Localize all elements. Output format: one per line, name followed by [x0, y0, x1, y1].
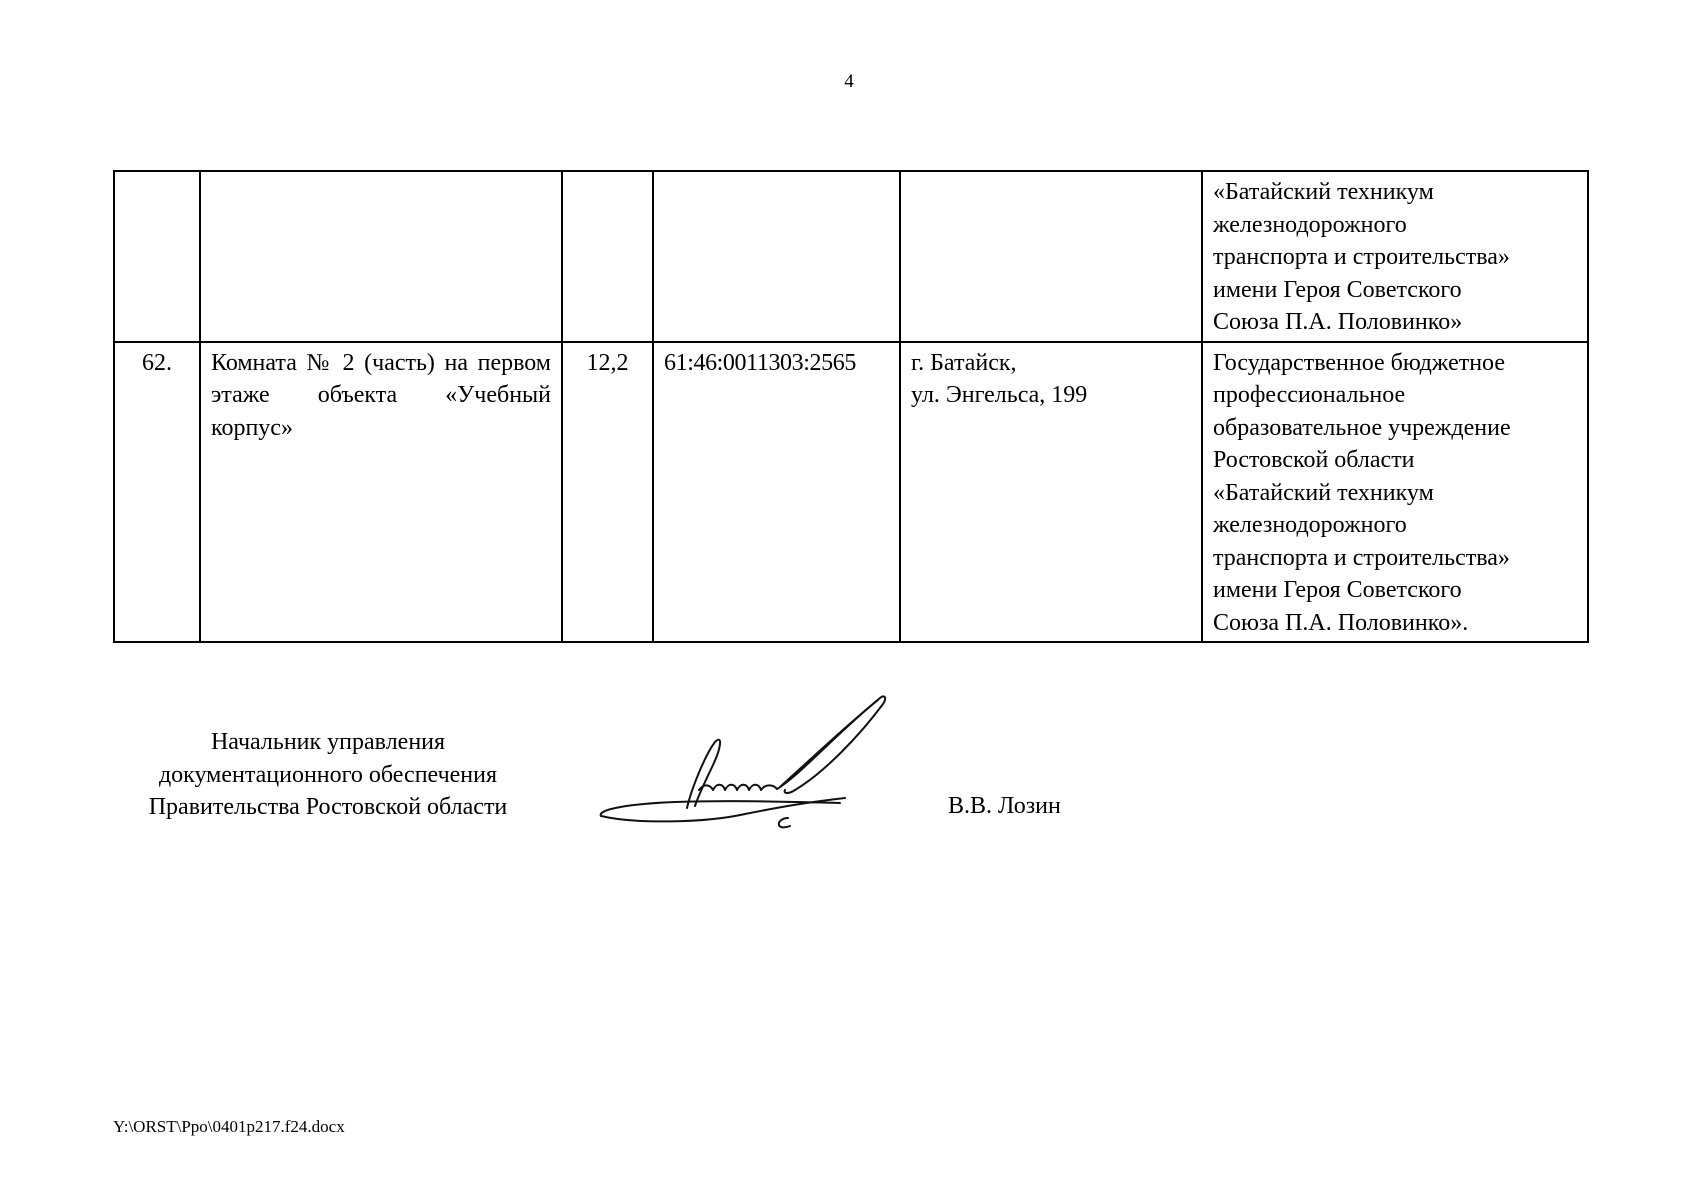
cell-cadastral	[653, 171, 900, 342]
signatory-title-line: Правительства Ростовской области	[148, 794, 508, 820]
signatory-name: В.В. Лозин	[948, 793, 1061, 819]
signatory-title	[113, 726, 543, 824]
cell-area	[562, 171, 653, 342]
cell-number	[114, 171, 200, 342]
footer-file-path: Y:\ORST\Ppo\0401p217.f24.docx	[113, 1117, 345, 1136]
cell-address	[900, 171, 1202, 342]
page-number: 4	[844, 71, 854, 92]
cell-cadastral: 61:46:0011303:2565	[653, 342, 900, 643]
cell-name	[200, 171, 562, 342]
signatory-title-line: Начальник управления	[210, 729, 446, 755]
cell-holder: «Батайский техникум железнодорожного транспорта и строительства» имени Героя Советского Союза П.А. Половинко»	[1202, 171, 1588, 342]
property-table	[113, 170, 1589, 643]
cell-area: 12,2	[562, 342, 653, 643]
cell-name: Комната № 2 (часть) на первом этаже объекта «Учебный корпус»	[200, 342, 562, 643]
cell-number: 62.	[114, 342, 200, 643]
table-row	[114, 342, 1588, 643]
table-row-continuation	[114, 171, 1588, 342]
handwritten-signature	[595, 690, 925, 835]
cell-address: г. Батайск, ул. Энгельса, 199	[900, 342, 1202, 643]
cell-holder: Государственное бюджетное профессиональное образовательное учреждение Ростовской области «Батайский техникум железнодорожного транспорта и строительства» имени Героя Советского Союза П.А. Половинко».	[1202, 342, 1588, 643]
signatory-title-line: документационного обеспечения	[158, 761, 498, 788]
